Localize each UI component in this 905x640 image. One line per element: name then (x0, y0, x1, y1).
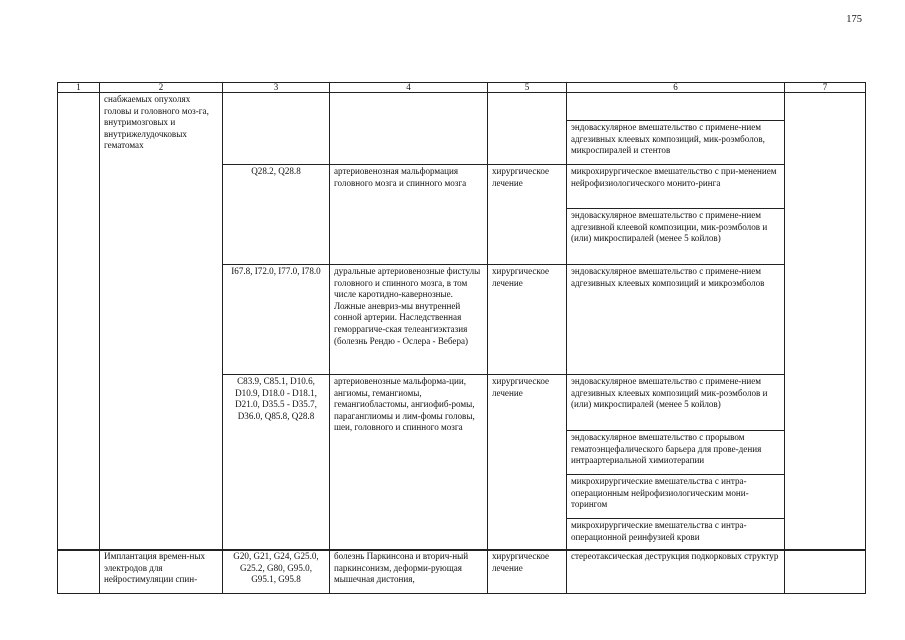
table-row (58, 550, 866, 594)
cell-diagnosis (330, 93, 488, 165)
cell-method (567, 93, 785, 121)
column-number-row (58, 83, 866, 93)
cell-treatment-type: хирургическое лечение (488, 265, 567, 375)
cell-treatment-type (488, 93, 567, 165)
cell-codes (223, 93, 330, 165)
cell-treatment-type: хирургическое лечение (488, 550, 567, 594)
cell-diagnosis: артериовенозные мальформа-ции, ангиомы, гемангиомы, гемангиобластомы, ангиофиб-ромы, параганглиомы и лим-фомы головы, шеи, головного и спинного мозга (330, 375, 488, 551)
column-number: 5 (488, 83, 567, 93)
cell-treatment-type: хирургическое лечение (488, 375, 567, 551)
cell-number (58, 550, 100, 594)
column-number: 1 (58, 83, 100, 93)
cell-diagnosis: дуральные артериовенозные фистулы головного и спинного мозга, в том числе каротидно-кавернозные. Ложные аневриз-мы внутренней сонной артерии. Наследственная геморрагиче-ская телеангиэктазия (болезнь Рендю - Ослера - Вебера) (330, 265, 488, 375)
column-number: 7 (785, 83, 866, 93)
column-number: 2 (100, 83, 223, 93)
cell-diagnosis: артериовенозная мальформация головного мозга и спинного мозга (330, 165, 488, 265)
cell-method: эндоваскулярное вмешательство с примене-нием адгезивных клеевых композиций, мик-роэмболов, микроспиралей и стентов (567, 121, 785, 165)
cell-care-type: Имплантация времен-ных электродов для нейростимуляции спин- (100, 550, 223, 594)
medical-care-table-continued (57, 549, 866, 594)
cell-codes: Q28.2, Q28.8 (223, 165, 330, 265)
column-number: 3 (223, 83, 330, 93)
cell-codes: G20, G21, G24, G25.0, G25.2, G80, G95.0, G95.1, G95.8 (223, 550, 330, 594)
cell-codes: C83.9, C85.1, D10.6, D10.9, D18.0 - D18.1, D21.0, D35.5 - D35.7, D36.0, Q85.8, Q28.8 (223, 375, 330, 551)
page-number: 175 (846, 14, 862, 25)
cell-codes: I67.8, I72.0, I77.0, I78.0 (223, 265, 330, 375)
cell-notes (785, 93, 866, 551)
cell-method: микрохирургическое вмешательство с при-менением нейрофизиологического монито-ринга (567, 165, 785, 209)
cell-treatment-type: хирургическое лечение (488, 165, 567, 265)
cell-method: микрохирургические вмешательства с интра-операционным нейрофизиологическим мони-торингом (567, 475, 785, 519)
cell-method: эндоваскулярное вмешательство с примене-нием адгезивной клеевой композиции, мик-роэмболов и (или) микроспиралей (менее 5 койлов) (567, 209, 785, 265)
table-row (58, 93, 866, 121)
cell-diagnosis: болезнь Паркинсона и вторич-ный паркинсонизм, деформи-рующая мышечная дистония, (330, 550, 488, 594)
cell-method: эндоваскулярное вмешательство с примене-нием адгезивных клеевых композиций мик-роэмболов и (или) микроспиралей (менее 5 койлов) (567, 375, 785, 431)
column-number: 4 (330, 83, 488, 93)
cell-number (58, 93, 100, 551)
cell-notes (785, 550, 866, 594)
medical-care-table (57, 82, 866, 551)
cell-method: стереотаксическая деструкция подкорковых структур (567, 550, 785, 594)
cell-care-type: снабжаемых опухолях головы и головного моз-га, внутримозговых и внутрижелудочковых гематомах (100, 93, 223, 551)
cell-method: эндоваскулярное вмешательство с примене-нием адгезивных клеевых композиций и микроэмболов (567, 265, 785, 375)
cell-method: эндоваскулярное вмешательство с прорывом гематоэнцефалического барьера для прове-дения интраартериальной химиотерапии (567, 431, 785, 475)
column-number: 6 (567, 83, 785, 93)
cell-method: микрохирургические вмешательства с интра-операционной реинфузией крови (567, 519, 785, 551)
